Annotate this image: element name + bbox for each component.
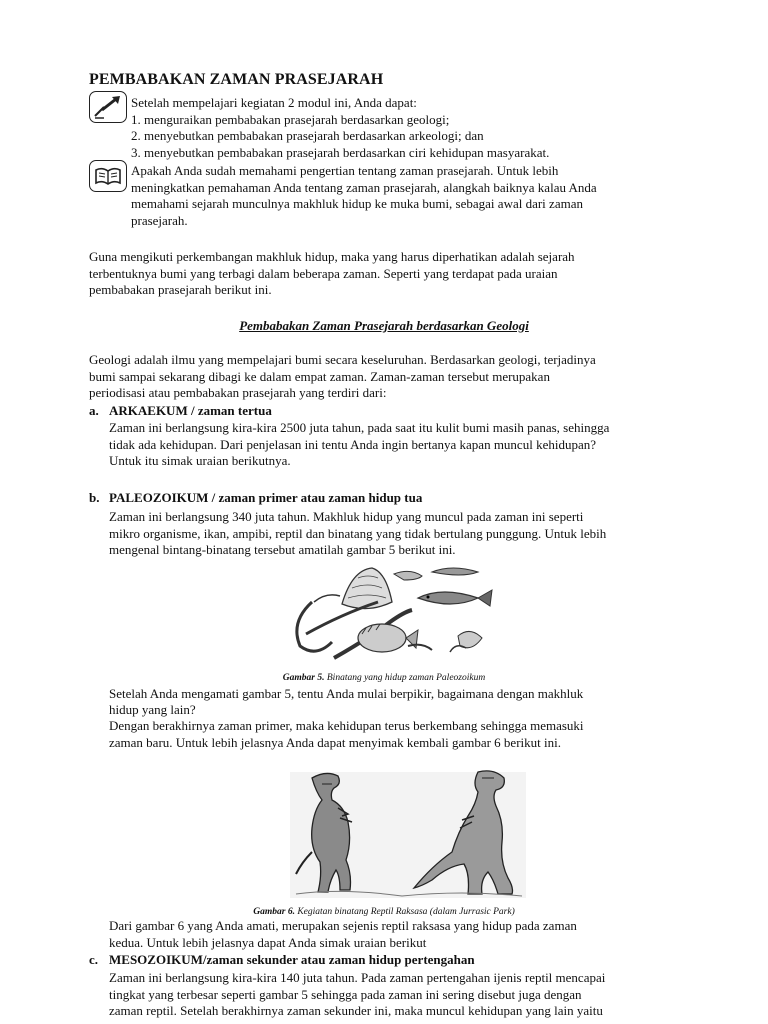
heading-text: MESOZOIKUM/zaman sekunder atau zaman hidup pertengahan [109, 952, 475, 967]
objective-arrow-icon [89, 91, 127, 123]
paragraph-development [89, 249, 575, 299]
section-c-heading [89, 952, 475, 969]
list-marker: c. [89, 952, 99, 967]
figure-label: Gambar 5. [282, 673, 325, 683]
text-line: Zaman ini berlangsung kira-kira 140 juta tahun. Pada zaman pertengahan ijenis reptil mencapai [109, 970, 606, 985]
text-line: tidak ada kehidupan. Dari penjelasan ini tentu Anda ingin bertanya kapan muncul kehidupan? [109, 436, 596, 452]
text-line: Dengan berakhirnya zaman primer, maka kehidupan terus berkembang sehingga memasuki [109, 718, 584, 734]
section-b-followup [109, 686, 584, 751]
section-c-body [109, 970, 605, 1020]
text-line: Dari gambar 6 yang Anda amati, merupakan sejenis reptil raksasa yang hidup pada zaman [109, 918, 577, 933]
text-line: mengenal bintang-binatang tersebut amatilah gambar 5 berikut ini. [109, 542, 456, 558]
text-line: periodisasi atau pembabakan prasejarah yang terdiri dari: [89, 385, 387, 401]
objective-line: 1. menguraikan pembabakan prasejarah berdasarkan geologi; [131, 111, 450, 127]
objectives-list [131, 95, 549, 161]
text-line: Untuk itu simak uraian berikutnya. [109, 453, 291, 469]
figure-paleozoic-animals [282, 562, 494, 664]
text-line: zaman baru. Untuk lebih jelasnya Anda dapat menyimak kembali gambar 6 berikut ini. [109, 734, 561, 750]
text-line: memahami sejarah munculnya makhluk hidup ke muka bumi, sebagai awal dari zaman [131, 196, 583, 212]
text-line: Setelah Anda mengamati gambar 5, tentu Anda mulai berpikir, bagaimana dengan makhluk [109, 686, 584, 701]
text-line: tingkat yang terbesar seperti gambar 5 sehingga pada zaman ini sering disebut juga dengan [109, 986, 582, 1002]
paragraph-geology [89, 352, 596, 402]
text-line: bumi sampai sekarang dibagi ke dalam empat zaman. Zaman-zaman tersebut merupakan [89, 368, 550, 384]
document-title: PEMBABAKAN ZAMAN PRASEJARAH [89, 71, 384, 88]
text-line: mikro organisme, ikan, ampibi, reptil dan binatang yang tidak bertulang punggung. Untuk lebih [109, 525, 607, 541]
text-line: Apakah Anda sudah memahami pengertian tentang zaman prasejarah. Untuk lebih [131, 163, 559, 178]
text-line: zaman reptil. Setelah berakhirnya zaman sekunder ini, maka muncul kehidupan yang lain yaitu [109, 1003, 603, 1019]
objective-line: Setelah mempelajari kegiatan 2 modul ini, Anda dapat: [131, 95, 417, 110]
text-line: meningkatkan pemahaman Anda tentang zaman prasejarah, alangkah baiknya kalau Anda [131, 179, 597, 195]
text-line: kedua. Untuk lebih jelasnya dapat Anda simak uraian berikut [109, 934, 427, 950]
text-line: terbentuknya bumi yang terbagi dalam beberapa zaman. Seperti yang terdapat pada uraian [89, 265, 558, 281]
text-line: hidup yang lain? [109, 701, 196, 717]
list-marker: a. [89, 403, 99, 418]
book-icon [89, 160, 127, 192]
objective-line: 2. menyebutkan pembabakan prasejarah berdasarkan arkeologi; dan [131, 128, 484, 144]
text-line: Guna mengikuti perkembangan makhluk hidup, maka yang harus diperhatikan adalah sejarah [89, 249, 575, 264]
text-line: Zaman ini berlangsung 340 juta tahun. Makhluk hidup yang muncul pada zaman ini seperti [109, 509, 584, 524]
list-marker: b. [89, 490, 100, 505]
figure-label: Gambar 6. [253, 907, 295, 917]
text-line: prasejarah. [131, 212, 188, 228]
text-line: pembabakan prasejarah berikut ini. [89, 282, 272, 298]
text-line: Geologi adalah ilmu yang mempelajari bumi secara keseluruhan. Berdasarkan geologi, terjadinya [89, 352, 596, 367]
section-subheading: Pembabakan Zaman Prasejarah berdasarkan Geologi [239, 318, 529, 333]
heading-text: ARKAEKUM / zaman tertua [109, 403, 272, 418]
section-b-closing [109, 918, 577, 951]
section-a-body [109, 420, 609, 470]
intro-paragraph [131, 163, 597, 229]
section-b-heading [89, 490, 422, 507]
text-line: Zaman ini berlangsung kira-kira 2500 juta tahun, pada saat itu kulit bumi masih panas, sehingga [109, 420, 610, 435]
objective-line: 3. menyebutkan pembabakan prasejarah berdasarkan ciri kehidupan masyarakat. [131, 144, 550, 160]
figure-dinosaurs [282, 762, 530, 902]
figure-5-caption [0, 670, 768, 687]
section-a-heading [89, 403, 272, 420]
figure-caption-text: Kegiatan binatang Reptil Raksasa (dalam Jurrasic Park) [297, 907, 515, 917]
section-b-body [109, 509, 606, 559]
heading-text: PALEOZOIKUM / zaman primer atau zaman hidup tua [109, 490, 423, 505]
figure-caption-text: Binatang yang hidup zaman Paleozoikum [326, 673, 486, 683]
